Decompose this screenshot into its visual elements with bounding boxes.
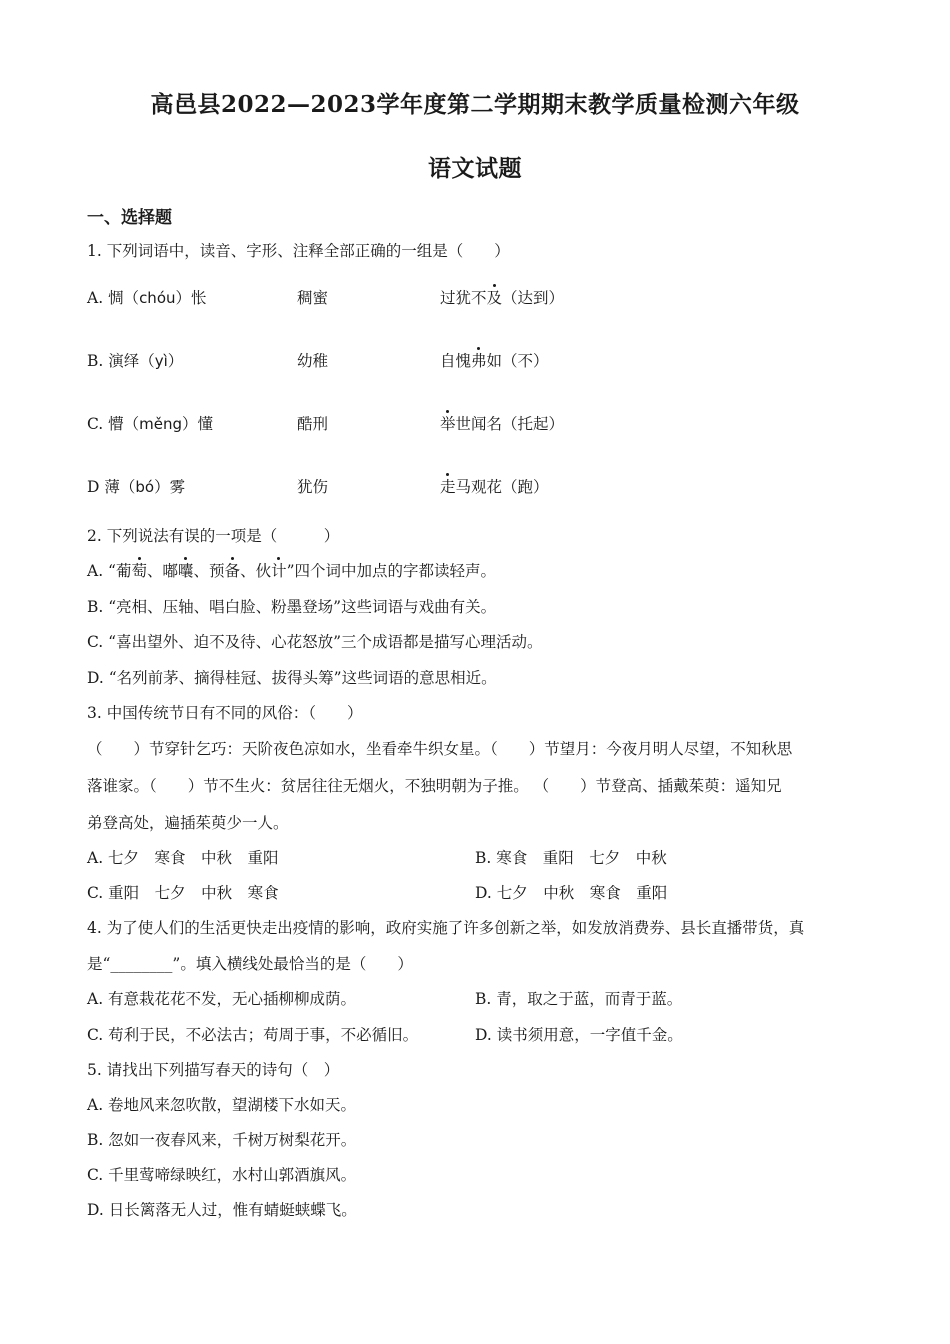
q1-option-a-word1: A. 惆（chóu）怅	[87, 289, 207, 307]
q1-option-d-word2: 犹伤	[297, 478, 329, 496]
q3-option-c: C. 重阳 七夕 中秋 寒食	[87, 884, 279, 902]
q2-option-d: D. “名列前茅、摘得桂冠、拔得头筹”这些词语的意思相近。	[87, 669, 497, 687]
q1-option-c-word2: 酷刑	[297, 415, 329, 433]
q5-option-d: D. 日长篱落无人过，惟有蜻蜓蛱蝶飞。	[87, 1201, 357, 1219]
q1-option-d-word3: 走马观花（跑）	[440, 478, 549, 496]
q5-stem: 5. 请找出下列描写春天的诗句（ ）	[87, 1061, 340, 1079]
q1-option-b-word3: 自愧弗如（不）	[440, 352, 549, 370]
q2-option-b: B. “亮相、压轴、唱白脸、粉墨登场”这些词语与戏曲有关。	[87, 598, 497, 616]
q1-option-a-word2: 稠蜜	[297, 289, 329, 307]
q1-stem: 1. 下列词语中，读音、字形、注释全部正确的一组是（ ）	[87, 242, 510, 260]
q1-option-b-word2: 幼稚	[297, 352, 329, 370]
q4-option-c: C. 苟利于民，不必法古；苟周于事，不必循旧。	[87, 1026, 419, 1044]
q3-passage-line2: 落谁家。（ ）节不生火：贫居往往无烟火，不独明朝为子推。 （ ）节登高、插戴茱萸：遥知兄	[87, 777, 782, 795]
page-subtitle: 语文试题	[428, 155, 522, 182]
q2-option-a: A. “葡萄、嘟囔、预备、伙计”四个词中加点的字都读轻声。	[87, 562, 497, 580]
q1-option-a-word3: 过犹不及（达到）	[440, 289, 565, 307]
q5-option-b: B. 忽如一夜春风来，千树万树梨花开。	[87, 1131, 357, 1149]
q3-option-b: B. 寒食 重阳 七夕 中秋	[475, 849, 667, 867]
q1-option-c-word1: C. 懵（měng）懂	[87, 415, 214, 433]
q5-option-c: C. 千里莺啼绿映红，水村山郭酒旗风。	[87, 1166, 357, 1184]
q5-option-a: A. 卷地风来忽吹散，望湖楼下水如天。	[87, 1096, 357, 1114]
section-heading: 一、选择题	[87, 208, 172, 228]
q3-passage-line1: （ ）节穿针乞巧：天阶夜色凉如水，坐看牵牛织女星。（ ）节望月：今夜月明人尽望，不知秋思	[87, 740, 793, 758]
q3-option-a: A. 七夕 寒食 中秋 重阳	[87, 849, 279, 867]
q1-option-d-word1: D 薄（bó）雾	[87, 478, 186, 496]
q2-stem: 2. 下列说法有误的一项是（ ）	[87, 527, 340, 545]
page-title: 高邑县2022—2023学年度第二学期期末教学质量检测六年级	[150, 91, 800, 118]
q2-option-c: C. “喜出望外、迫不及待、心花怒放”三个成语都是描写心理活动。	[87, 633, 543, 651]
q4-option-d: D. 读书须用意，一字值千金。	[475, 1026, 683, 1044]
q1-option-c-word3: 举世闻名（托起）	[440, 415, 565, 433]
q3-stem: 3. 中国传统节日有不同的风俗：（ ）	[87, 704, 363, 722]
q4-stem-line2: 是“________”。填入横线处最恰当的是（ ）	[87, 955, 413, 973]
q3-passage-line3: 弟登高处，遍插茱萸少一人。	[87, 814, 289, 832]
q1-option-b-word1: B. 演绎（yì）	[87, 352, 184, 370]
q4-option-b: B. 青，取之于蓝，而青于蓝。	[475, 990, 683, 1008]
q4-stem-line1: 4. 为了使人们的生活更快走出疫情的影响，政府实施了许多创新之举，如发放消费券、县长直播带货，真	[87, 919, 805, 937]
q3-option-d: D. 七夕 中秋 寒食 重阳	[475, 884, 668, 902]
q4-option-a: A. 有意栽花花不发，无心插柳柳成荫。	[87, 990, 357, 1008]
